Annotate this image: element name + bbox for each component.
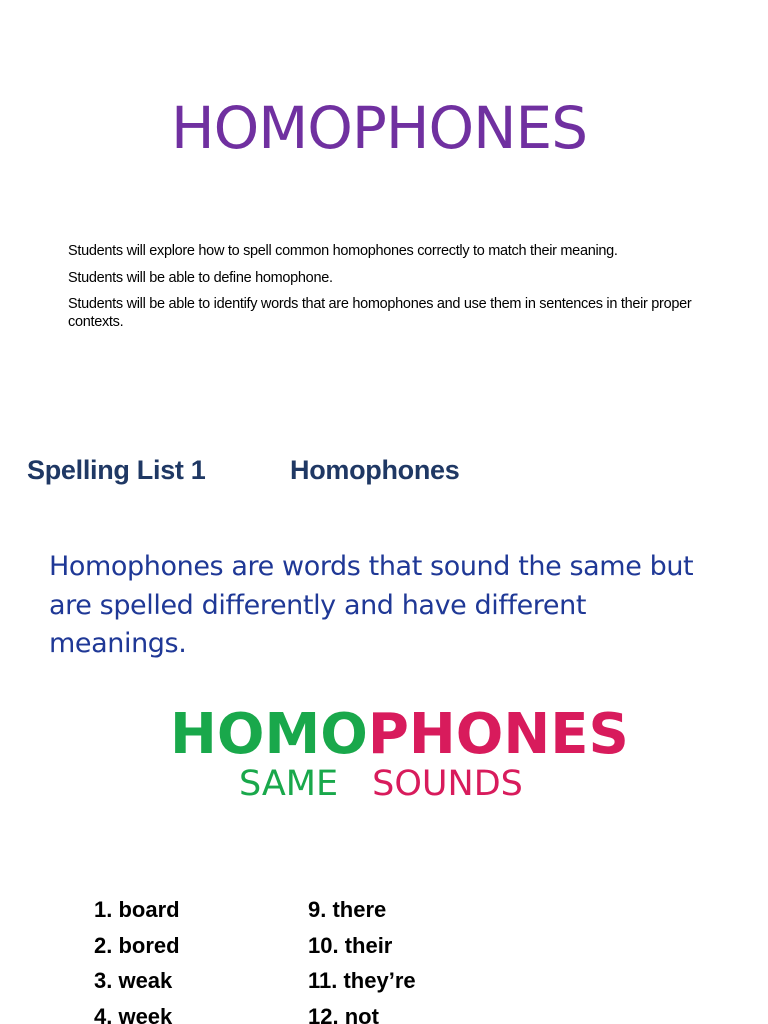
word-item: 10. their: [308, 932, 393, 958]
word-list-right: [308, 892, 416, 1024]
word-item: 9. there: [308, 897, 387, 922]
word-list-left: [94, 892, 180, 1024]
spelling-list-topic: Homophones: [290, 455, 460, 485]
spelling-list-label: Spelling List 1: [27, 455, 206, 485]
word-item: 1. board: [94, 897, 180, 922]
objective-item: Students will be able to identify words that are homophones and use them in sentences in their proper contexts.: [68, 296, 692, 330]
page-title: HOMOPHONES: [170, 94, 588, 162]
objectives-list: [68, 242, 708, 340]
word-item: 3. weak: [94, 968, 173, 993]
logo-title: [170, 702, 629, 768]
word-item: 4. week: [94, 1003, 173, 1024]
logo-subtitle: [239, 762, 523, 806]
logo-subtitle-part2: SOUNDS: [372, 764, 523, 804]
word-item: 12. not: [308, 1003, 379, 1024]
homophone-definition: Homophones are words that sound the same but are spelled differently and have different meanings.: [49, 551, 694, 659]
objective-item: Students will explore how to spell common homophones correctly to match their meaning.: [68, 243, 618, 259]
logo-title-part1: HOMO: [170, 702, 368, 767]
word-item: 2. bored: [94, 932, 180, 958]
homophones-logo-image: [140, 700, 630, 810]
word-item: 11. they’re: [308, 968, 416, 993]
logo-subtitle-part1: SAME: [239, 764, 339, 804]
objective-item: Students will be able to define homophone.: [68, 269, 333, 286]
logo-title-part2: PHONES: [367, 702, 629, 767]
